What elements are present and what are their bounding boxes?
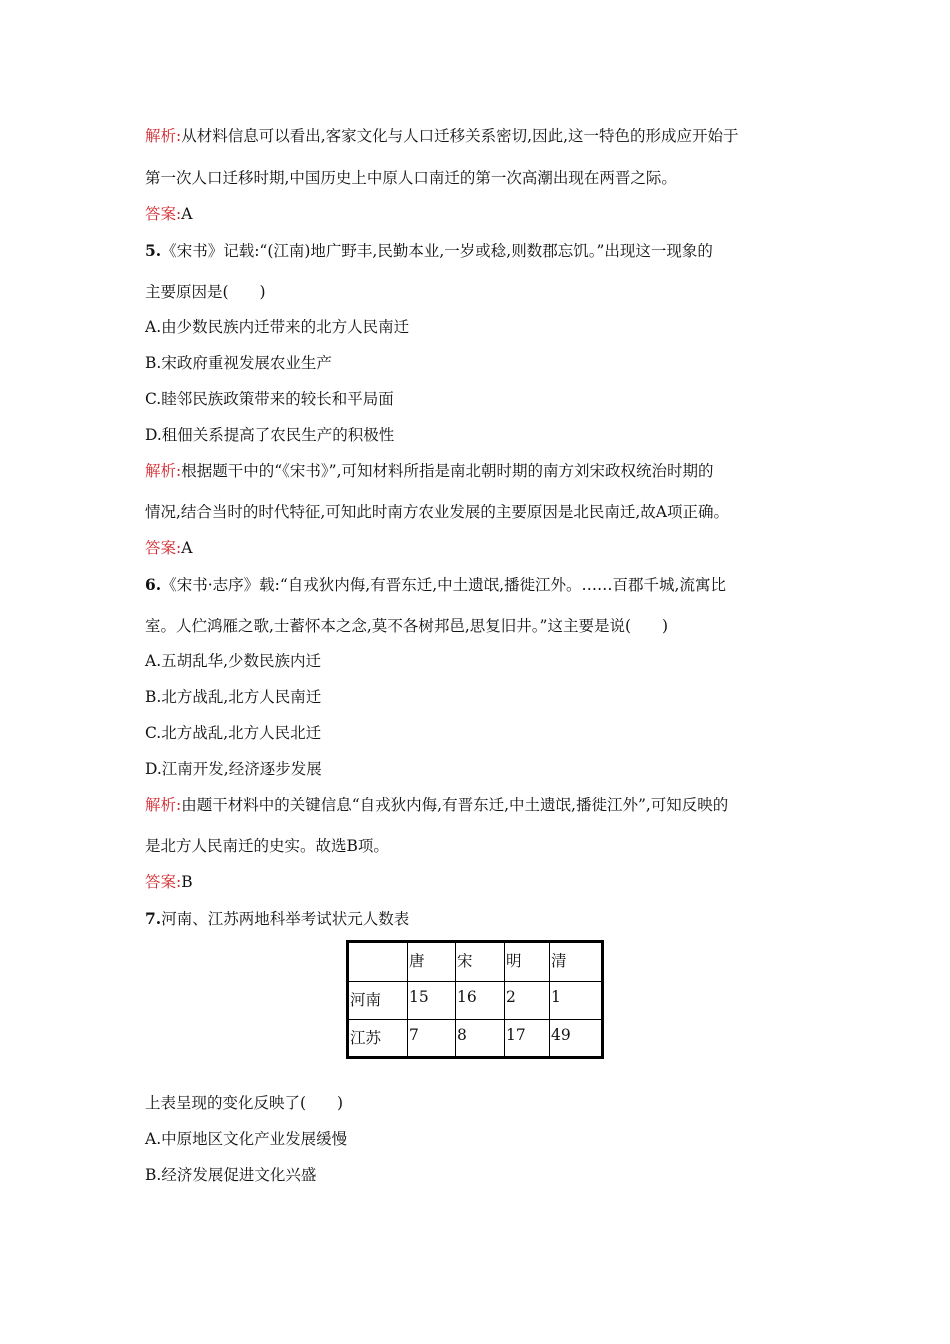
table-row xyxy=(348,1020,603,1058)
answer-line: 答案:A xyxy=(145,205,193,223)
option-d: D.江南开发,经济逐步发展 xyxy=(145,760,322,778)
answer-line: 答案:A xyxy=(145,539,193,557)
question-stem xyxy=(145,909,409,929)
table-cell: 清 xyxy=(550,942,603,982)
option-d: D.租佃关系提高了农民生产的积极性 xyxy=(145,426,395,444)
table-cell xyxy=(348,942,408,982)
table-cell: 江苏 xyxy=(348,1020,408,1058)
question-number: 7. xyxy=(145,909,162,928)
question-stem: 6.《宋书·志序》载:“自戎狄内侮,有晋东迁,中土遗氓,播徙江外。……百郡千城,流寓比 xyxy=(145,575,726,594)
question-stem: 室。人伫鸿雁之歌,士蓄怀本之念,莫不各树邦邑,思复旧井。”这主要是说( ) xyxy=(145,617,669,635)
table-cell: 49 xyxy=(550,1020,603,1058)
analysis-label: 解析: xyxy=(145,462,182,480)
answer-label: 答案: xyxy=(145,873,182,891)
table-row xyxy=(348,982,603,1020)
answer-line: 答案:B xyxy=(145,873,193,891)
option-c: C.北方战乱,北方人民北迁 xyxy=(145,724,322,742)
table-cell: 16 xyxy=(456,982,505,1020)
table-cell: 17 xyxy=(505,1020,550,1058)
analysis-line: 解析:从材料信息可以看出,客家文化与人口迁移关系密切,因此,这一特色的形成应开始于 xyxy=(145,127,739,145)
question-stem: 上表呈现的变化反映了( ) xyxy=(145,1094,344,1112)
table-cell: 河南 xyxy=(348,982,408,1020)
option-b: B.宋政府重视发展农业生产 xyxy=(145,354,332,372)
question-number: 5. xyxy=(145,241,162,260)
option-a: A.五胡乱华,少数民族内迁 xyxy=(145,652,322,670)
option-a: A.由少数民族内迁带来的北方人民南迁 xyxy=(145,318,410,336)
table-cell: 明 xyxy=(505,942,550,982)
option-b: B.北方战乱,北方人民南迁 xyxy=(145,688,322,706)
question-stem: 主要原因是( ) xyxy=(145,283,266,301)
analysis-line: 解析:由题干材料中的关键信息“自戎狄内侮,有晋东迁,中土遗氓,播徙江外”,可知反映的 xyxy=(145,796,729,814)
table-cell: 7 xyxy=(408,1020,456,1058)
table-cell: 15 xyxy=(408,982,456,1020)
answer-label: 答案: xyxy=(145,205,182,223)
table-title: 河南、江苏两地科举考试状元人数表 xyxy=(161,910,410,928)
table-cell: 2 xyxy=(505,982,550,1020)
table-cell: 唐 xyxy=(408,942,456,982)
table-cell: 1 xyxy=(550,982,603,1020)
data-table xyxy=(346,940,604,1059)
analysis-line: 是北方人民南迁的史实。故选B项。 xyxy=(145,837,389,855)
option-b: B.经济发展促进文化兴盛 xyxy=(145,1166,317,1184)
option-a: A.中原地区文化产业发展缓慢 xyxy=(145,1130,348,1148)
table-cell: 宋 xyxy=(456,942,505,982)
analysis-line: 解析:根据题干中的“《宋书》”,可知材料所指是南北朝时期的南方刘宋政权统治时期的 xyxy=(145,462,714,480)
answer-label: 答案: xyxy=(145,539,182,557)
analysis-line: 情况,结合当时的时代特征,可知此时南方农业发展的主要原因是北民南迁,故A项正确。 xyxy=(145,503,729,521)
option-c: C.睦邻民族政策带来的较长和平局面 xyxy=(145,390,394,408)
table-cell: 8 xyxy=(456,1020,505,1058)
table-header-row xyxy=(348,942,603,982)
analysis-label: 解析: xyxy=(145,127,182,145)
question-stem: 5.《宋书》记载:“(江南)地广野丰,民勤本业,一岁或稔,则数郡忘饥。”出现这一现象的 xyxy=(145,241,713,260)
question-number: 6. xyxy=(145,575,162,594)
analysis-label: 解析: xyxy=(145,796,182,814)
analysis-line: 第一次人口迁移时期,中国历史上中原人口南迁的第一次高潮出现在两晋之际。 xyxy=(145,169,677,187)
